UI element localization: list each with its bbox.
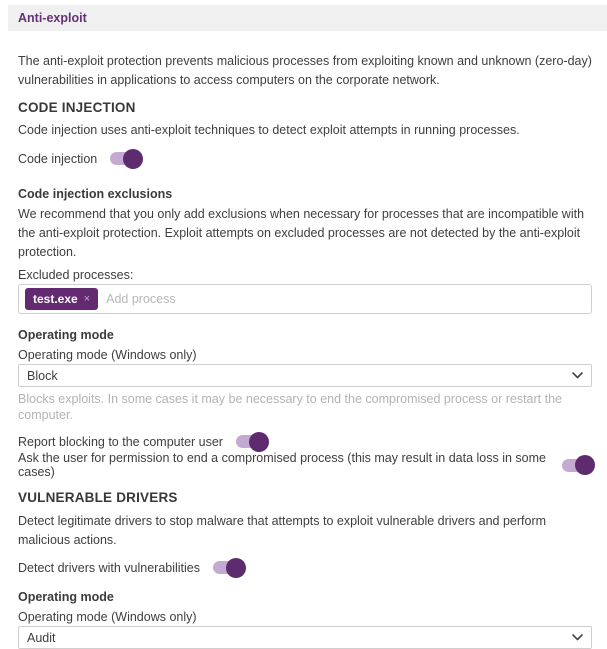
- code-injection-description: Code injection uses anti-exploit techniques to detect exploit attempts in running processes.: [18, 123, 520, 137]
- ask-permission-row: [18, 451, 592, 479]
- excluded-processes-label: Excluded processes:: [18, 268, 134, 282]
- drivers-operating-mode-select[interactable]: [18, 626, 592, 649]
- panel-content: [0, 52, 607, 649]
- report-blocking-label: Report blocking to the computer user: [18, 434, 223, 449]
- panel-title: Anti-exploit: [18, 11, 87, 25]
- report-blocking-toggle[interactable]: [236, 435, 266, 448]
- operating-mode-selected-value: Block: [27, 368, 58, 383]
- chevron-down-icon: [572, 372, 583, 379]
- process-tag-label: test.exe: [33, 292, 78, 306]
- detect-drivers-toggle[interactable]: [213, 561, 243, 574]
- toggle-knob: [123, 149, 143, 169]
- toggle-knob: [575, 455, 595, 475]
- operating-mode-label: Operating mode (Windows only): [18, 348, 197, 362]
- operating-mode-heading: Operating mode: [18, 328, 114, 342]
- exclusions-heading: Code injection exclusions: [18, 187, 173, 201]
- ask-permission-label: Ask the user for permission to end a compromised process (this may result in data loss in some cases): [18, 451, 546, 479]
- toggle-knob: [226, 558, 246, 578]
- excluded-processes-input[interactable]: [18, 284, 592, 314]
- remove-tag-icon[interactable]: ×: [83, 293, 91, 305]
- panel-titlebar: [8, 5, 607, 31]
- chevron-down-icon: [572, 634, 583, 641]
- anti-exploit-panel: [0, 5, 607, 645]
- operating-mode-help-text: Blocks exploits. In some cases it may be necessary to end the compromised process or restart the computer.: [18, 392, 562, 422]
- intro-text: The anti-exploit protection prevents malicious processes from exploiting known and unknown (zero-day) vulnerabilities in applications to access computers on the corporate network.: [18, 54, 592, 87]
- operating-mode-select[interactable]: [18, 364, 592, 387]
- toggle-knob: [249, 432, 269, 452]
- process-tag: [25, 288, 98, 310]
- code-injection-toggle[interactable]: [110, 152, 140, 165]
- drivers-operating-mode-selected-value: Audit: [27, 630, 56, 645]
- detect-drivers-toggle-label: Detect drivers with vulnerabilities: [18, 560, 201, 575]
- section-heading-code-injection: CODE INJECTION: [18, 100, 136, 115]
- drivers-operating-mode-heading: Operating mode: [18, 590, 114, 604]
- report-blocking-row: [18, 431, 592, 452]
- exclusions-description: We recommend that you only add exclusions when necessary for processes that are incompatible with the anti-exploit protection. Exploit attempts on excluded processes are not detected by the anti-exploit protection.: [18, 207, 585, 259]
- code-injection-toggle-row: [18, 148, 592, 169]
- vulnerable-drivers-description: Detect legitimate drivers to stop malware that attempts to exploit vulnerable drivers and perform malicious actions.: [18, 514, 547, 547]
- detect-drivers-toggle-row: [18, 557, 592, 578]
- code-injection-toggle-label: Code injection: [18, 151, 98, 166]
- drivers-operating-mode-label: Operating mode (Windows only): [18, 610, 197, 624]
- add-process-field[interactable]: [106, 292, 585, 306]
- section-heading-vulnerable-drivers: VULNERABLE DRIVERS: [18, 490, 178, 505]
- ask-permission-toggle[interactable]: [562, 459, 592, 472]
